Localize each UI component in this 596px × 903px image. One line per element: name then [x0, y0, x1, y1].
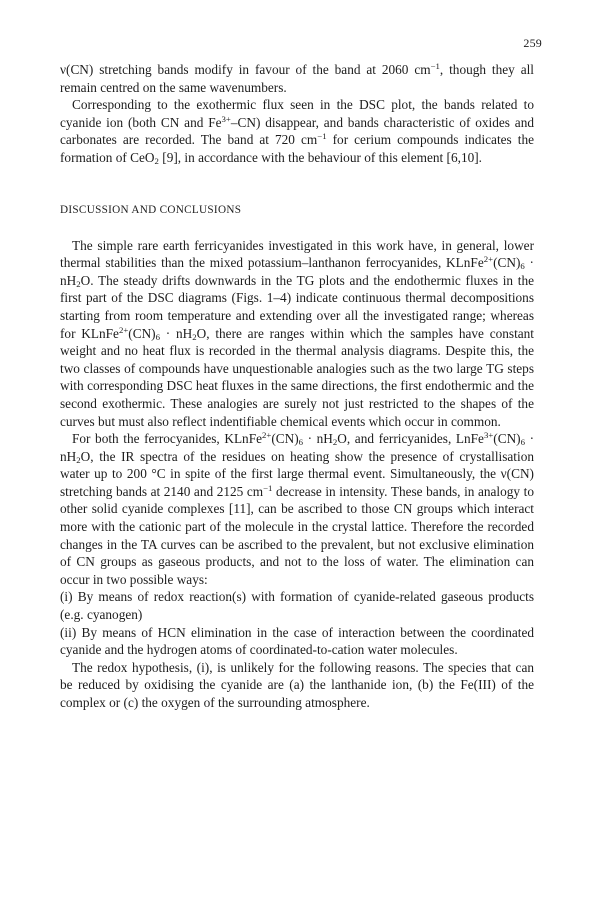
list-item-ii: (ii) By means of HCN elimination in the case of interaction between the coordinated cyanide and the hydrogen atoms of coordinated-to-cation water molecules.	[60, 624, 534, 658]
spacer	[60, 167, 534, 191]
paragraph-5: The redox hypothesis, (i), is unlikely for the following reasons. The species that can be reduced by oxidising the cyanide are (a) the lanthanide ion, (b) the Fe(III) of the complex or (c) the oxygen of the surrounding atmosphere.	[60, 659, 534, 710]
page-number: 259	[523, 36, 542, 50]
paragraph-3: The simple rare earth ferricyanides investigated in this work have, in general, lower thermal stabilities than the mixed potassium–lanthanon ferrocyanides, $KLnFe^{2+}(CN)_6 \cdot nH_2O$. The steady drifts downwards in the TG plots and the endothermic fluxes in the first part of the DSC diagrams (Figs. 1–4) indicate continuous thermal decompositions starting from room temperature and extending over all the investigated range; whereas for $KLnFe^{2+}(CN)_6 \cdot nH_2O$, there are ranges within which the samples have constant weight and no heat flux is recorded in the thermal analysis diagrams. Despite this, the two classes of compounds have unquestionable analogies such as the two large TG steps with corresponding DSC heat fluxes in the same directions, the first endothermic and the second exothermic. These analogies are surely not just restricted to the shapes of the curves but must also reflect indentifiable chemical events which occur in common.	[60, 237, 535, 429]
list-item-i: (i) By means of redox reaction(s) with formation of cyanide-related gaseous products (e.g. cyanogen)	[60, 589, 534, 623]
paragraph-4: For both the ferrocyanides, $KLnFe^{2+}(CN)_6 \cdot nH_2O$, and ferricyanides, $LnFe^{3+}(CN)_6 \cdot nH_2O$, the IR spectra of the residues on heating show the presence of crystallisation water up to 200 °C in spite of the first large thermal event. Simultaneously, the ν(CN) stretching bands at 2140 and 2125 $cm^{-1}$ decrease in intensity. These bands, in analogy to other solid cyanide complexes [11], can be ascribed to those CN groups which interact more with the cationic part of the molecule in the crystal lattice. Therefore the recorded changes in the TA curves can be ascribed to the prevalent, but not exclusive elimination of CN groups as gaseous products, and not to the loss of water. The elimination can occur in two possible ways:	[60, 430, 535, 587]
paragraph-1: ν(CN) stretching bands modify in favour of the band at 2060 $cm^{-1}$, though they all remain centred on the same wavenumbers.	[60, 61, 535, 95]
paragraph-2: Corresponding to the exothermic flux seen in the DSC plot, the bands related to cyanide ion (both CN and $Fe^{3+}-CN$) disappear, and bands characteristic of oxides and carbonates are recorded. The band at 720 $cm^{-1}$ for cerium compounds indicates the formation of CeO$_2$ [9], in accordance with the behaviour of this element [6,10].	[60, 97, 535, 167]
page-body	[60, 61, 534, 712]
section-heading: DISCUSSION AND CONCLUSIONS	[60, 203, 242, 216]
